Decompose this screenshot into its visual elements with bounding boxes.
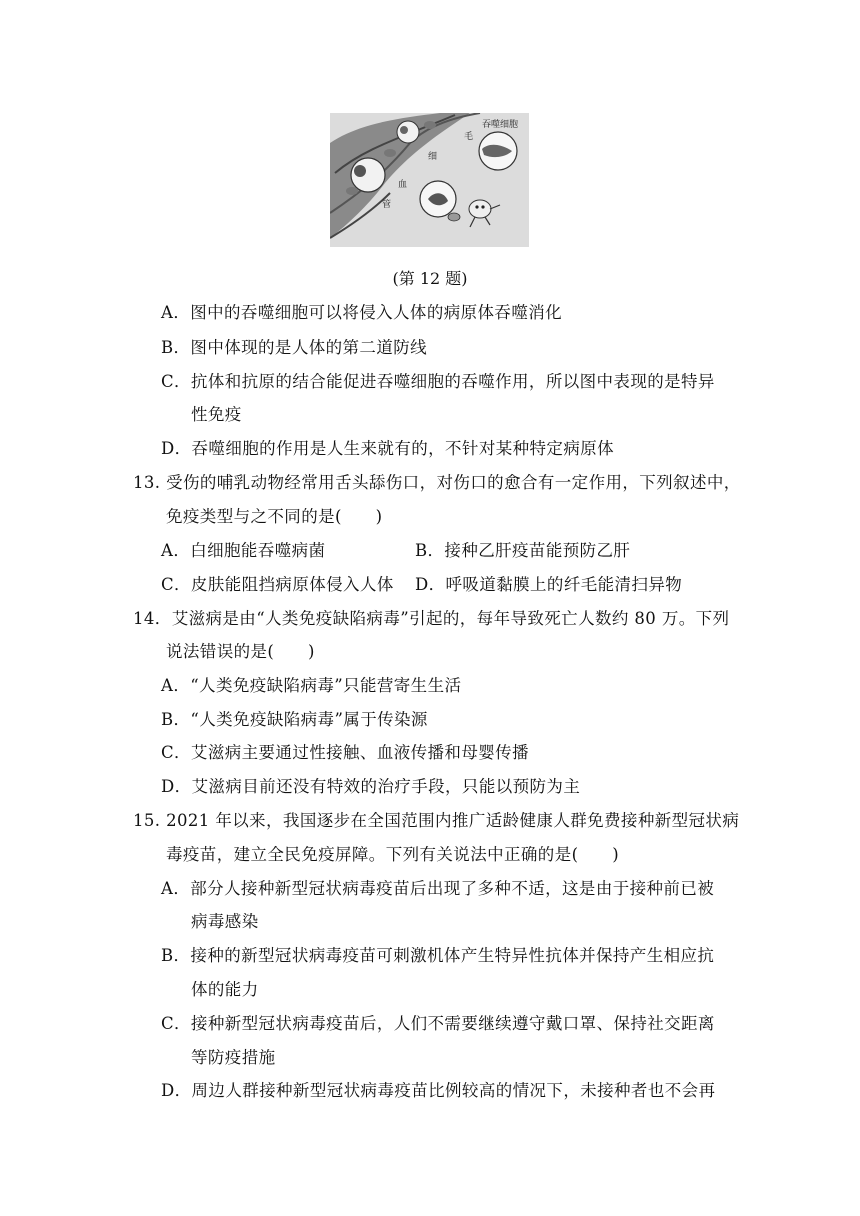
q13-stem-continued: 免疫类型与之不同的是( ) bbox=[166, 507, 383, 526]
q15-option-c-continued: 等防疫措施 bbox=[191, 1048, 276, 1067]
q15-option-a-continued: 病毒感染 bbox=[191, 912, 259, 931]
q13-option-a: A．白细胞能吞噬病菌 bbox=[161, 541, 326, 560]
q12-option-c-continued: 性免疫 bbox=[191, 405, 242, 424]
q14-option-c: C．艾滋病主要通过性接触、血液传播和母婴传播 bbox=[161, 743, 529, 762]
q14-option-a: A．“人类免疫缺陷病毒”只能营寄生生活 bbox=[161, 676, 462, 695]
figure-caption: (第 12 题) bbox=[392, 269, 468, 288]
figure-label-phagocyte: 吞噬细胞 bbox=[482, 120, 519, 130]
q14-option-b: B．“人类免疫缺陷病毒”属于传染源 bbox=[161, 710, 428, 729]
figure-label-xue: 血 bbox=[398, 180, 408, 190]
q12-option-b: B．图中体现的是人体的第二道防线 bbox=[161, 338, 428, 357]
q13-option-b: B．接种乙肝疫苗能预防乙肝 bbox=[415, 541, 631, 560]
q15-option-b: B．接种的新型冠状病毒疫苗可刺激机体产生特异性抗体并保持产生相应抗 bbox=[161, 946, 715, 965]
q12-option-d: D．吞噬细胞的作用是人生来就有的，不针对某种特定病原体 bbox=[161, 439, 615, 458]
q14-stem-continued: 说法错误的是( ) bbox=[166, 642, 315, 661]
q15-option-d: D．周边人群接种新型冠状病毒疫苗比例较高的情况下，未接种者也不会再 bbox=[161, 1081, 716, 1100]
phagocyte-capillary-figure bbox=[330, 113, 529, 247]
q13-stem: 13. 受伤的哺乳动物经常用舌头舔伤口，对伤口的愈合有一定作用，下列叙述中， bbox=[133, 473, 741, 492]
q13-option-d: D．呼吸道黏膜上的纤毛能清扫异物 bbox=[415, 575, 683, 594]
q15-option-a: A．部分人接种新型冠状病毒疫苗后出现了多种不适，这是由于接种前已被 bbox=[161, 879, 715, 898]
q15-stem: 15. 2021 年以来，我国逐步在全国范围内推广适龄健康人群免费接种新型冠状病 bbox=[133, 811, 740, 830]
figure-illustration bbox=[330, 113, 529, 247]
q15-option-b-continued: 体的能力 bbox=[191, 980, 259, 999]
figure-label-guan: 管 bbox=[382, 200, 392, 210]
q13-option-c: C．皮肤能阻挡病原体侵入人体 bbox=[161, 575, 394, 594]
q14-stem: 14．艾滋病是由“人类免疫缺陷病毒”引起的，每年导致死亡人数约 80 万。下列 bbox=[133, 609, 730, 628]
figure-label-xi: 细 bbox=[428, 152, 438, 162]
q12-option-a: A．图中的吞噬细胞可以将侵入人体的病原体吞噬消化 bbox=[161, 303, 563, 322]
q12-option-c: C．抗体和抗原的结合能促进吞噬细胞的吞噬作用，所以图中表现的是特异 bbox=[161, 372, 715, 391]
q15-option-c: C．接种新型冠状病毒疫苗后，人们不需要继续遵守戴口罩、保持社交距离 bbox=[161, 1014, 715, 1033]
q14-option-d: D．艾滋病目前还没有特效的治疗手段，只能以预防为主 bbox=[161, 777, 581, 796]
q15-stem-continued: 毒疫苗，建立全民免疫屏障。下列有关说法中正确的是( ) bbox=[166, 845, 620, 864]
figure-label-mao: 毛 bbox=[464, 132, 474, 142]
